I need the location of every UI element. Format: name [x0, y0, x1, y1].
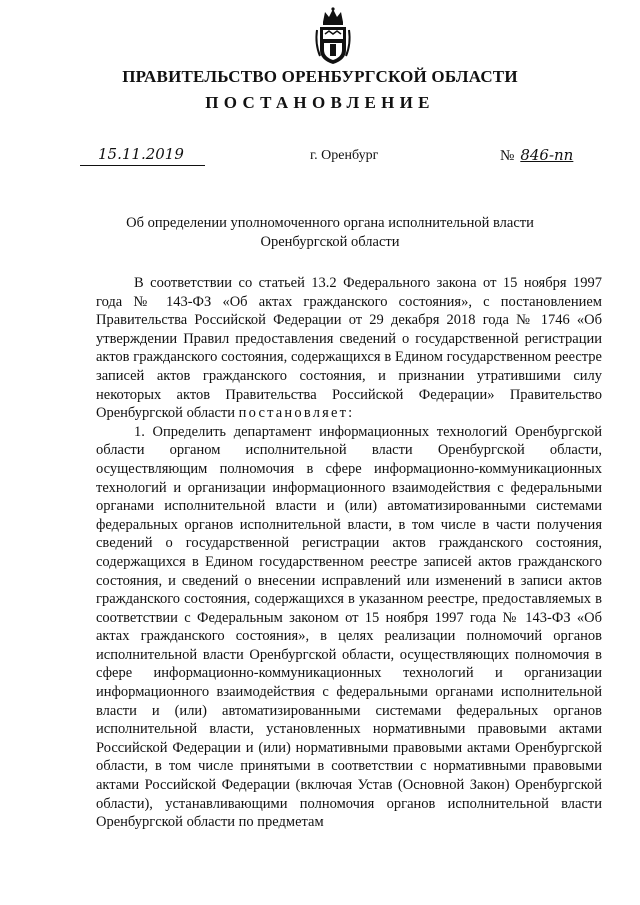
decree-title: ПОСТАНОВЛЕНИЕ [205, 93, 435, 112]
decree-subject [0, 214, 640, 251]
subject-line-2: Оренбургской области [260, 233, 400, 250]
decree-number-field [500, 146, 573, 165]
orenburg-coat-of-arms-icon [313, 6, 353, 66]
government-title: ПРАВИТЕЛЬСТВО ОРЕНБУРГСКОЙ ОБЛАСТИ [122, 67, 518, 86]
resolves-word: постановляет: [238, 405, 355, 422]
decree-date: 15.11.2019 [98, 145, 184, 163]
preamble-text: В соответствии со статьей 13.2 Федерального закона от 15 ноября 1997 года № 143-ФЗ «Об актах гражданского состояния», с постановлением Правительства Российской Федерации от 29 декабря 2018 года № 1746 «Об утверждении Правил предоставления сведений о государственной регистрации актов гражданского состояния, содержащихся в Едином государственном реестре записей актов гражданского состояния, и признании утратившими силу некоторых актов Правительства Российской Федерации» Правительство Оренбургской области [96, 275, 602, 422]
number-sign: № [500, 148, 515, 164]
preamble-paragraph [96, 274, 602, 423]
city-label: г. Оренбург [310, 148, 379, 163]
decree-body [96, 274, 602, 832]
item-1-paragraph: 1. Определить департамент информационных технологий Оренбургской области органом исполнительной власти Оренбургской области, осуществляющим полномочия в сфере информационно-коммуникационных технологий и организации информационного взаимодействия с федеральными органами исполнительной власти и (или) автоматизированными системами федеральных органов исполнительной власти, в том числе в части получения сведений о государственной регистрации актов гражданского состояния, содержащихся в Едином государственном реестре записей актов гражданского состояния, и сведений о внесении исправлений или изменений в записи актов гражданского состояния, содержащихся в указанном реестре, предоставляемых в соответствии с Федеральным законом от 15 ноября 1997 года № 143-ФЗ «Об актах гражданского состояния», в целях реализации полномочий органов исполнительной власти Оренбургской области, осуществляющих полномочия в сфере информационно-коммуникационных технологий и организации информационного взаимодействия с федеральными органами исполнительной власти и (или) автоматизированными системами федеральных органов исполнительной власти, установленных нормативными правовыми актами Российской Федерации и (или) нормативными правовыми актами Оренбургской области, в том числе принятыми в соответствии с нормативными правовыми актами Российской Федерации (включая Устав (Основной Закон) Оренбургской области), устанавливающими полномочия органов исполнительной власти Оренбургской области по предметам [96, 423, 602, 831]
date-field [80, 145, 205, 166]
subject-line-1: Об определении уполномоченного органа исполнительной власти [126, 215, 534, 231]
decree-number: 846-пп [520, 146, 574, 164]
